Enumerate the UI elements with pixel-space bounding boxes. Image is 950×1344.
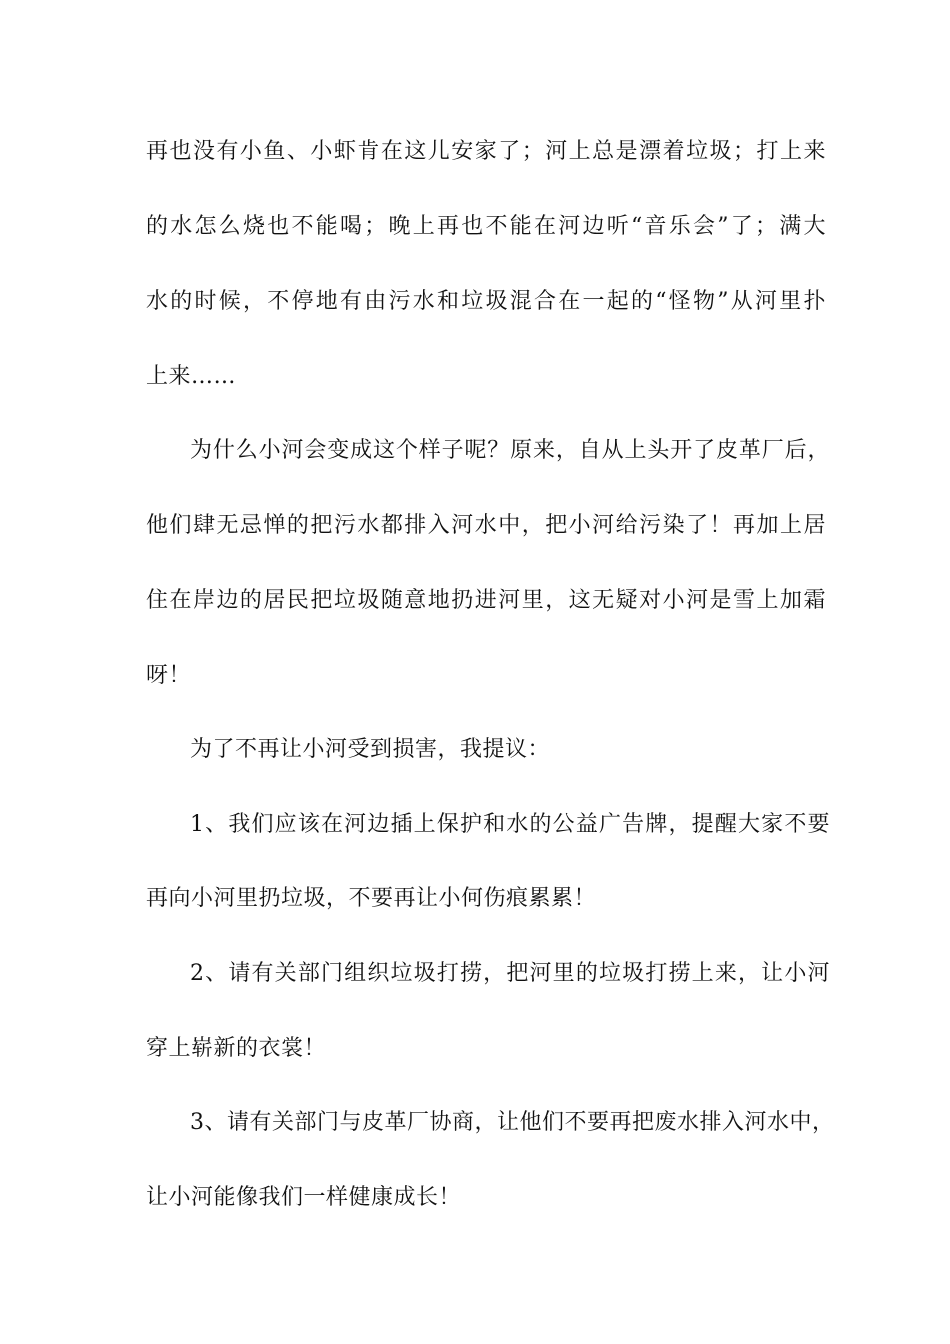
paragraph-2-line-4: 呀！ [146,663,192,688]
paragraph-4-line-2: 再向小河里扔垃圾，不要再让小何伤痕累累！ [146,886,597,911]
paragraph-1-line-3: 水的时候，不停地有由污水和垃圾混合在一起的“怪物”从河里扑 [146,289,826,314]
paragraph-6-line-1: 3、请有关部门与皮革厂协商，让他们不要再把废水排入河水中， [190,1110,835,1135]
paragraph-4-line-1: 1、我们应该在河边插上保护和水的公益广告牌，提醒大家不要 [190,812,830,837]
paragraph-2-line-3: 住在岸边的居民把垃圾随意地扔进河里，这无疑对小河是雪上加霜 [146,588,826,613]
paragraph-2-line-2: 他们肆无忌惮的把污水都排入河水中，把小河给污染了！再加上居 [146,513,826,538]
paragraph-6-line-2: 让小河能像我们一样健康成长！ [146,1185,462,1210]
paragraph-3-line-1: 为了不再让小河受到损害，我提议： [190,737,551,762]
paragraph-1-line-2: 的水怎么烧也不能喝；晚上再也不能在河边听“音乐会”了；满大 [146,214,826,239]
paragraph-2-line-1: 为什么小河会变成这个样子呢？原来，自从上头开了皮革厂后， [190,438,830,463]
paragraph-1-line-1: 再也没有小鱼、小虾肯在这儿安家了；河上总是漂着垃圾；打上来 [146,139,826,164]
paragraph-1-line-4: 上来…… [146,364,237,389]
paragraph-5-line-2: 穿上崭新的衣裳！ [146,1036,327,1061]
paragraph-5-line-1: 2、请有关部门组织垃圾打捞，把河里的垃圾打捞上来，让小河 [190,961,830,986]
